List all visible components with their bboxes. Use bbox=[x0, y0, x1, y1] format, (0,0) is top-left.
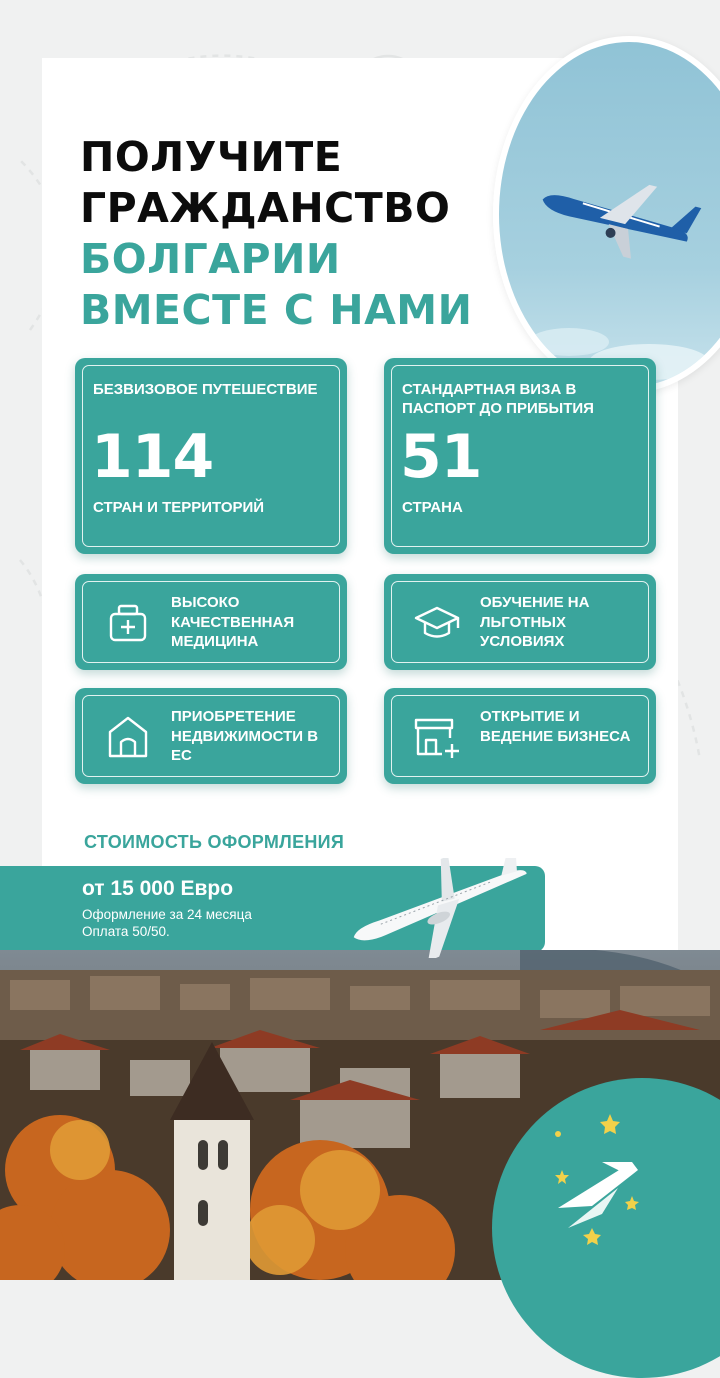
graduation-cap-icon bbox=[414, 600, 460, 646]
medical-kit-icon bbox=[105, 600, 151, 646]
stat-caption: СТРАН И ТЕРРИТОРИЙ bbox=[93, 499, 265, 516]
stat-caption: СТРАНА bbox=[402, 499, 463, 516]
feature-card-business bbox=[384, 688, 656, 784]
cost-heading: СТОИМОСТЬ ОФОРМЛЕНИЯ bbox=[84, 832, 345, 852]
stat-card-visa-free bbox=[75, 358, 347, 554]
payment-terms: Оплата 50/50. bbox=[82, 924, 170, 939]
feature-card-medicine bbox=[75, 574, 347, 670]
headline-line-1: ПОЛУЧИТЕ bbox=[80, 133, 343, 181]
price-details bbox=[82, 906, 252, 940]
stat-title: СТАНДАРТНАЯ ВИЗА В ПАСПОРТ ДО ПРИБЫТИЯ bbox=[402, 381, 594, 417]
feature-text: ПРИОБРЕТЕНИЕ НЕДВИЖИМОСТИ В ЕС bbox=[171, 708, 319, 764]
feature-card-real-estate bbox=[75, 688, 347, 784]
headline bbox=[80, 132, 472, 336]
feature-text: ОТКРЫТИЕ И ВЕДЕНИЕ БИЗНЕСА bbox=[480, 708, 631, 745]
stat-title: БЕЗВИЗОВОЕ ПУТЕШЕСТВИЕ bbox=[93, 381, 318, 398]
stat-card-visa-on-arrival bbox=[384, 358, 656, 554]
stat-number: 51 bbox=[400, 422, 482, 492]
headline-line-4: ВМЕСТЕ С НАМИ bbox=[80, 286, 473, 334]
airplane-icon bbox=[342, 858, 547, 958]
stat-number: 114 bbox=[91, 422, 214, 492]
feature-text: ВЫСОКО КАЧЕСТВЕННАЯ МЕДИЦИНА bbox=[171, 594, 295, 650]
feature-text: ОБУЧЕНИЕ НА ЛЬГОТНЫХ УСЛОВИЯХ bbox=[480, 594, 590, 650]
shop-add-icon bbox=[414, 714, 460, 760]
house-icon bbox=[105, 714, 151, 760]
feature-card-education bbox=[384, 574, 656, 670]
airplane-icon bbox=[499, 42, 720, 387]
headline-line-3: БОЛГАРИИ bbox=[80, 235, 341, 283]
headline-line-2: ГРАЖДАНСТВО bbox=[80, 184, 451, 232]
processing-term: Оформление за 24 месяца bbox=[82, 907, 252, 922]
price-value: от 15 000 Евро bbox=[82, 877, 234, 900]
